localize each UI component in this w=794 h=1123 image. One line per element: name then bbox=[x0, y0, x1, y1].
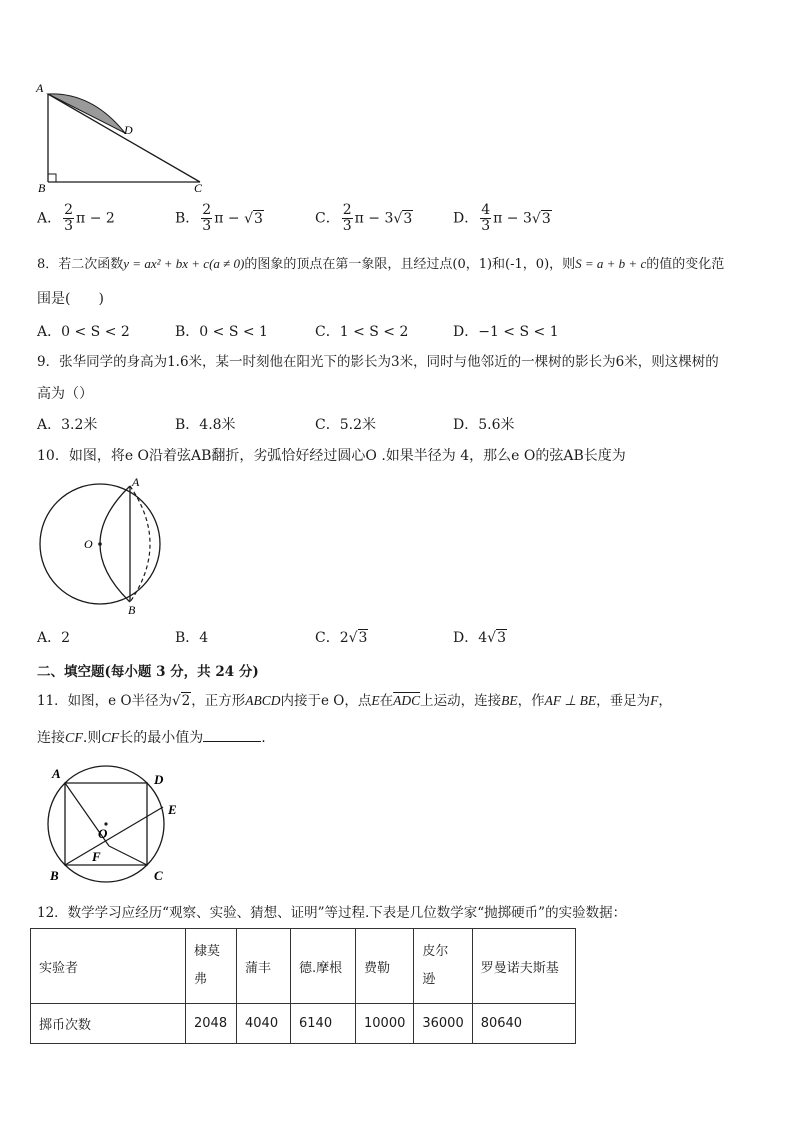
fig11-label-d: D bbox=[154, 772, 164, 787]
q11-math: AF ⊥ BE bbox=[544, 693, 597, 708]
q10-option-b[interactable]: B．4 bbox=[175, 630, 209, 646]
q7-option-a[interactable] bbox=[37, 203, 115, 234]
table-cell: 掷币次数 bbox=[31, 1004, 186, 1044]
table-cell: 费勒 bbox=[356, 929, 414, 1004]
q8-text: 的值的变化范 bbox=[646, 257, 725, 272]
q8-text: 的图象的顶点在第一象限，且经过点(0，1)和(-1，0)，则 bbox=[244, 257, 576, 272]
q8-text: 8．若二次函数 bbox=[37, 257, 124, 272]
q10-option-a[interactable]: A．2 bbox=[37, 630, 71, 646]
table-cell: 6140 bbox=[291, 1004, 356, 1044]
sqrt-radicand: 3 bbox=[497, 630, 506, 646]
frac-num: 2 bbox=[64, 202, 74, 218]
q8-option-d[interactable]: D．−1 < S < 1 bbox=[453, 324, 559, 340]
q11-math: F bbox=[650, 693, 659, 708]
q11-text: ， bbox=[658, 693, 672, 709]
fig7-label-d: D bbox=[124, 123, 133, 137]
q11-text: . bbox=[261, 730, 266, 746]
q11-text: 内接于e O，点 bbox=[280, 693, 372, 709]
table-cell: 实验者 bbox=[31, 929, 186, 1004]
sqrt-radicand: 3 bbox=[403, 210, 413, 227]
frac-num: 4 bbox=[481, 202, 491, 218]
fig11-label-b: B bbox=[50, 868, 59, 883]
q11-stem-line2 bbox=[37, 727, 266, 749]
q11-text: 上运动，连接 bbox=[420, 693, 502, 709]
table-cell: 德.摩根 bbox=[291, 929, 356, 1004]
section-heading: 二、填空题(每小题 3 分，共 24 分) bbox=[37, 664, 259, 680]
q8-stem-line2: 围是( ) bbox=[37, 291, 104, 307]
q9-stem-line1: 9．张华同学的身高为1.6米，某一时刻他在阳光下的影长为3米，同时与他邻近的一棵树的影长为6米，则这棵树的 bbox=[37, 354, 719, 370]
q7-option-b[interactable]: B． $\frac{2}{3}$ π − √3 bbox=[175, 202, 263, 234]
coin-toss-table bbox=[30, 928, 576, 1044]
q10-option-c[interactable]: C．2√3 bbox=[315, 630, 368, 646]
q7-option-c[interactable]: C． $\frac{2}{3}$ π − 3√3 bbox=[315, 202, 413, 234]
table-header-row bbox=[31, 929, 576, 1004]
table-cell: 80640 bbox=[472, 1004, 575, 1044]
q10-figure bbox=[30, 470, 180, 620]
sqrt-radicand: 3 bbox=[253, 210, 263, 227]
q9-option-b[interactable]: B．4.8米 bbox=[175, 417, 236, 433]
q9-option-c[interactable]: C．5.2米 bbox=[315, 417, 376, 433]
frac-den: 3 bbox=[202, 218, 212, 234]
option-label: D． bbox=[453, 210, 479, 227]
fig11-label-o: O bbox=[98, 826, 108, 841]
q9-stem-line2: 高为（） bbox=[37, 386, 93, 402]
q8-option-a[interactable]: A．0 < S < 2 bbox=[37, 324, 130, 340]
q7-figure bbox=[30, 78, 220, 198]
q11-text: ，作 bbox=[517, 693, 545, 709]
q10-option-d[interactable]: D．4√3 bbox=[453, 630, 506, 646]
q9-option-d[interactable]: D．5.6米 bbox=[453, 417, 515, 433]
frac-num: 2 bbox=[202, 202, 212, 218]
fig11-label-c: C bbox=[154, 868, 163, 883]
shaded-segment bbox=[48, 94, 125, 133]
sqrt-radicand: 3 bbox=[358, 630, 368, 646]
q11-text: ，正方形 bbox=[191, 693, 246, 709]
q8-function: y = ax² + bx + c(a ≠ 0) bbox=[123, 256, 245, 271]
option-expr: π − bbox=[214, 210, 245, 227]
fig10-label-o: O bbox=[84, 537, 93, 551]
q8-option-c[interactable]: C．1 < S < 2 bbox=[315, 324, 409, 340]
q11-math: CF bbox=[65, 731, 83, 746]
q10-stem: 10．如图，将e O沿着弦AB翻折，劣弧恰好经过圆心O .如果半径为 4，那么e O的弦AB长度为 bbox=[37, 448, 626, 464]
q11-text: 连接 bbox=[37, 730, 65, 746]
fig7-label-b: B bbox=[38, 181, 46, 195]
q9-option-a[interactable]: A．3.2米 bbox=[37, 417, 98, 433]
frac-den: 3 bbox=[342, 218, 352, 234]
option-expr: π − 3 bbox=[493, 210, 532, 227]
table-cell: 罗曼诺夫斯基 bbox=[472, 929, 575, 1004]
q11-figure bbox=[36, 760, 186, 890]
q11-text: .则 bbox=[82, 730, 102, 746]
option-expr: π − 3 bbox=[354, 210, 394, 227]
q11-text: 在 bbox=[379, 693, 394, 709]
table-cell: 10000 bbox=[356, 1004, 414, 1044]
sqrt-radicand: 3 bbox=[541, 210, 551, 227]
option-label: B． bbox=[175, 210, 200, 227]
q7-option-d[interactable]: D． $\frac{4}{3}$ π − 3√3 bbox=[453, 202, 551, 234]
fig11-label-a: A bbox=[52, 766, 61, 781]
option-label: D．4 bbox=[453, 630, 488, 646]
fig7-label-a: A bbox=[36, 81, 44, 95]
fig10-label-a: A bbox=[132, 475, 140, 489]
q11-text: 长的最小值为 bbox=[119, 730, 204, 746]
table-cell: 蒲丰 bbox=[237, 929, 291, 1004]
fig10-label-b: B bbox=[128, 603, 136, 617]
table-cell: 皮尔 逊 bbox=[414, 929, 472, 1004]
frac-den: 3 bbox=[64, 218, 74, 234]
option-label: C． bbox=[315, 210, 340, 227]
table-cell: 4040 bbox=[237, 1004, 291, 1044]
table-row bbox=[31, 1004, 576, 1044]
q11-math: E bbox=[371, 693, 380, 708]
q11-arc: $\overline{ADC}$ bbox=[393, 693, 421, 708]
q8-stem-line1 bbox=[37, 254, 724, 275]
sqrt-radicand: 2 bbox=[181, 693, 191, 709]
q12-stem: 12．数学学习应经历“观察、实验、猜想、证明”等过程.下表是几位数学家“抛掷硬币”的实验数据： bbox=[37, 905, 627, 921]
q11-text: ，垂足为 bbox=[596, 693, 651, 709]
fig11-label-e: E bbox=[168, 802, 177, 817]
q8-s-expression: S = a + b + c bbox=[575, 256, 647, 271]
q11-text: 11．如图，e O半径为 bbox=[37, 693, 173, 709]
option-expr: π − 2 bbox=[76, 210, 115, 227]
q11-stem-line1: 11．如图，e O半径为√2，正方形ABCD内接于e O，点E在$\overline{ADC}$上运动，连接BE，作AF ⊥ BE，垂足为F， bbox=[37, 693, 672, 709]
frac-den: 3 bbox=[481, 218, 491, 234]
answer-blank[interactable] bbox=[203, 727, 261, 742]
q11-math: ABCD bbox=[245, 693, 281, 708]
q8-option-b[interactable]: B．0 < S < 1 bbox=[175, 324, 268, 340]
option-label: A． bbox=[37, 210, 62, 227]
q11-math: BE bbox=[501, 693, 518, 708]
table-cell: 棣莫 弗 bbox=[186, 929, 237, 1004]
q11-math: CF bbox=[101, 731, 120, 746]
table-cell: 2048 bbox=[186, 1004, 237, 1044]
fig11-label-f: F bbox=[92, 849, 101, 864]
frac-num: 2 bbox=[342, 202, 352, 218]
fig7-label-c: C bbox=[194, 181, 203, 195]
table-cell: 36000 bbox=[414, 1004, 472, 1044]
option-label: C．2 bbox=[315, 630, 349, 646]
